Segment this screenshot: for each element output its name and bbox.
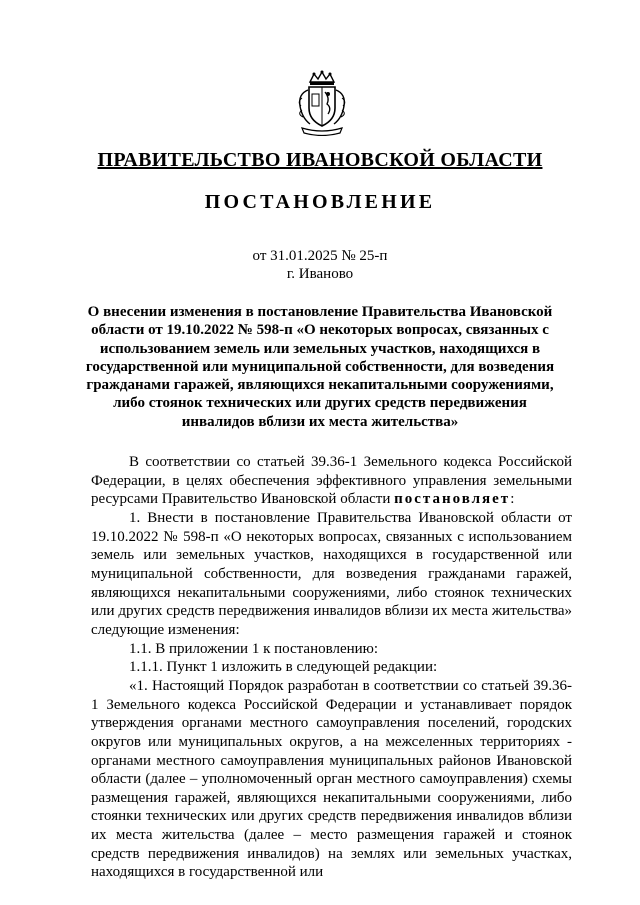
document-subject: О внесении изменения в постановление Правительства Ивановской области от 19.10.2022 № 598-п «О некоторых вопросах, связанных с использованием земель или земельных участков, находящихся в государственной или муниципальной собственности, для возведения гражданами гаражей, являющихся некапитальными сооружениями, либо стоянок технических или других средств передвижения инвалидов вблизи их места жительства» (85, 304, 555, 430)
paragraph-1: 1. Внести в постановление Правительства Ивановской области от 19.10.2022 № 598-п «О некоторых вопросах, связанных с использованием земель или земельных участков, находящихся в государственной или муниципальной собственности, для возведения гражданами гаражей, являющихся некапитальными сооружениями, либо стоянок технических или других средств передвижения инвалидов вблизи их места жительства» следующие изменения: (91, 509, 572, 638)
intro-paragraph (91, 453, 572, 509)
paragraph-1-1: 1.1. В приложении 1 к постановлению: (129, 640, 379, 657)
document-body (91, 453, 572, 882)
paragraph-1-1-1: 1.1.1. Пункт 1 изложить в следующей редакции: (129, 659, 438, 676)
quoted-paragraph: «1. Настоящий Порядок разработан в соответствии со статьей 39.36-1 Земельного кодекса Российской Федерации и устанавливает порядок утверждения органами местного самоуправления поселений, городских округов или муниципальных округов, а на межселенных территориях - органами местного самоуправления муниципальных районов Ивановской области (далее – уполномоченный орган местного самоуправления) схемы размещения гаражей, являющихся некапитальными сооружениями, либо стоянки технических или других средств передвижения инвалидов вблизи их места жительства (далее – место размещения гаражей и стоянок средств передвижения инвалидов) на землях или земельных участках, находящихся в государственной или (91, 677, 572, 881)
intro-end: : (510, 491, 515, 508)
organization-title: ПРАВИТЕЛЬСТВО ИВАНОВСКОЙ ОБЛАСТИ (97, 149, 543, 171)
document-date-number: от 31.01.2025 № 25-п (252, 248, 388, 264)
document-city: г. Иваново (286, 266, 354, 282)
coat-of-arms-icon (294, 70, 350, 136)
decree-word: постановляет (394, 491, 511, 508)
document-type: ПОСТАНОВЛЕНИЕ (204, 191, 436, 213)
intro-text: В соответствии со статьей 39.36-1 Земельного кодекса Российской Федерации, в целях обеспечения эффективного управления земельными ресурсами Правительство Ивановской области (91, 454, 572, 508)
